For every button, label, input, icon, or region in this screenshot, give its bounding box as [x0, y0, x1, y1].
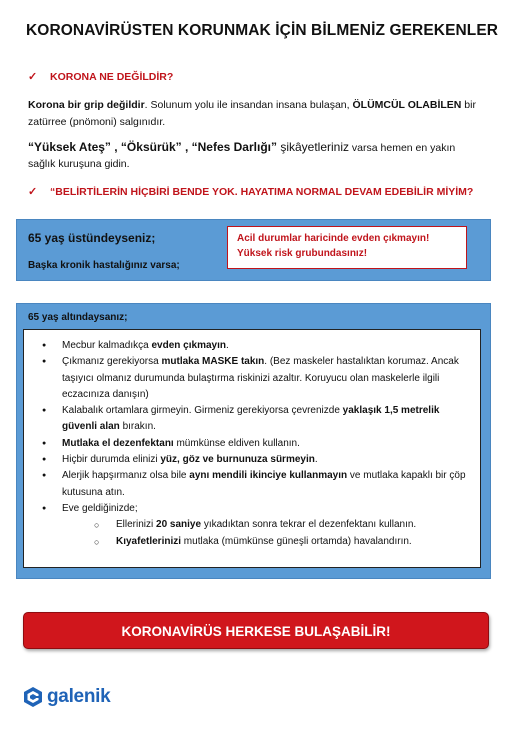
galenik-logo-icon — [22, 686, 44, 708]
paragraph-symptoms — [28, 139, 483, 172]
symptom-list: “Yüksek Ateş” , “Öksürük” , “Nefes Darlığı” — [28, 140, 277, 154]
over-65-heading: 65 yaş üstündeyseniz; — [28, 231, 156, 245]
section-heading-text: “BELİRTİLERİN HİÇBİRİ BENDE YOK. HAYATIMA NORMAL DEVAM EDEBİLİR MİYİM? — [50, 186, 474, 198]
body-text: . Solunum yolu ile insandan insana bulaşan, — [144, 99, 353, 111]
sub-list — [62, 517, 474, 550]
section-heading-what-is-not — [28, 70, 173, 83]
under-65-heading: 65 yaş altındaysanız; — [28, 312, 128, 323]
sub-list-item: ○ Kıyafetlerinizi mutlaka (mümkünse güneşli ortamda) havalandırın. — [94, 534, 474, 550]
advice-list-box — [23, 329, 481, 568]
body-text: bir zatürree (pnömoni) salgınıdır. — [28, 99, 476, 128]
list-item: ● Eve geldiğinizde; ○ Ellerinizi 20 saniye yıkadıktan sonra tekrar el dezenfektanı kullanın. ○ Kıyafetlerinizi mutlaka (mümkünse güneşli ortamda) havalandırın. — [42, 501, 474, 550]
alert-line: Acil durumlar haricinde evden çıkmayın! — [237, 233, 430, 244]
list-item: ● Mecbur kalmadıkça evden çıkmayın. — [42, 338, 474, 354]
alert-line: Yüksek risk grubundasınız! — [237, 248, 368, 259]
paragraph-definition — [28, 97, 483, 131]
section-heading-text: KORONA NE DEĞİLDİR? — [50, 71, 174, 83]
list-item: ● Çıkmanız gerekiyorsa mutlaka MASKE takın. (Bez maskeler hastalıktan korumaz. Ancak taşıyıcı olmanız durumunda bulaştırma riskinizi azaltır. Koruyucu olan maskelerle ilgili eczacınıza danışın) — [42, 354, 474, 403]
list-item: ● Mutlaka el dezenfektanı mümkünse eldiven kullanın. — [42, 436, 474, 452]
bold-text: Korona bir grip değildir — [28, 99, 145, 111]
bold-text: ÖLÜMCÜL OLABİLEN — [352, 99, 462, 111]
warning-banner: KORONAVİRÜS HERKESE BULAŞABİLİR! — [23, 612, 489, 649]
list-item: ● Hiçbir durumda elinizi yüz, göz ve burnunuza sürmeyin. — [42, 452, 474, 468]
chronic-disease-text: Başka kronik hastalığınız varsa; — [28, 260, 180, 271]
check-icon: ✓ — [28, 186, 38, 198]
high-risk-alert — [227, 226, 467, 269]
page-title: KORONAVİRÜSTEN KORUNMAK İÇİN BİLMENİZ GEREKENLER — [26, 22, 499, 39]
galenik-logo — [22, 686, 110, 708]
body-text: varsa hemen en yakın sağlık kuruşuna gidin. — [28, 142, 456, 170]
section-heading-question — [28, 185, 473, 198]
logo-text: galenik — [47, 686, 111, 707]
list-item: ● Alerjik hapşırmanız olsa bile aynı mendili ikinciye kullanmayın ve mutlaka kapaklı bir çöp kutusuna atın. — [42, 468, 474, 501]
advice-list — [42, 338, 474, 550]
body-text: şikâyetleriniz — [276, 140, 350, 154]
list-item: ● Kalabalık ortamlara girmeyin. Girmeniz gerekiyorsa çevrenizde yaklaşık 1,5 metrelik güvenli alan bırakın. — [42, 403, 474, 436]
sub-list-item: ○ Ellerinizi 20 saniye yıkadıktan sonra tekrar el dezenfektanı kullanın. — [94, 517, 474, 533]
check-icon: ✓ — [28, 71, 38, 83]
